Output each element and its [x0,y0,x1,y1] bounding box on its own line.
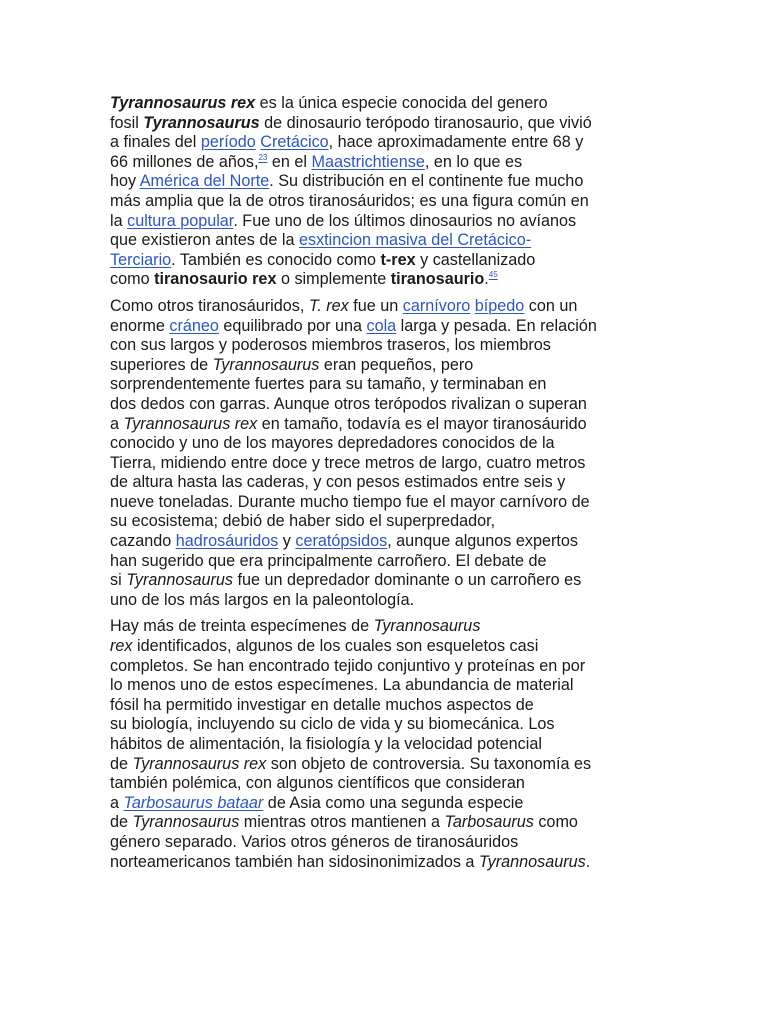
text-run: Tierra, midiendo entre doce y trece metros de largo, cuatro metros [110,453,586,472]
text-run: hábitos de alimentación, la fisiología y la velocidad potencial [110,735,542,753]
wiki-link[interactable]: Tarbosaurus bataar [123,793,264,812]
wiki-link[interactable]: período [200,133,256,152]
text-line [110,774,655,794]
text-line [110,473,655,493]
text-line [110,676,655,696]
paragraph-gap [110,610,655,617]
text-line [110,813,655,833]
text-run: su ecosistema; debió de haber sido el superpredador, [110,512,496,531]
text-run: como [110,270,155,289]
text-run: son objeto de controversia. Su taxonomía es [266,754,592,773]
text-line [110,617,655,637]
text-run: Hay más de treinta especímenes de [110,617,374,636]
text-line [110,512,655,532]
text-run: su biología, incluyendo su ciclo de vida y su biomecánica. Los [110,715,555,734]
text-run: dos dedos con garras. Aunque otros terópodos rivalizan o superan [110,394,587,413]
text-line [110,317,655,337]
text-line [110,172,655,192]
text-line [110,231,655,251]
text-run: de dinosaurio terópodo tiranosaurio, que vivió [259,113,592,132]
text-line [110,415,655,435]
text-run: Tyrannosaurus [373,617,481,636]
wiki-link[interactable]: ceratópsidos [295,532,388,551]
text-line [110,532,655,552]
text-run: a [110,414,124,433]
wiki-link[interactable]: cola [366,316,397,335]
text-run: enorme [110,316,170,335]
text-run: mientras otros mantienen a [239,813,445,832]
text-line [110,552,655,572]
text-run: T. rex [308,296,349,315]
text-run: Tarbosaurus [444,813,534,832]
text-run: Tyrannosaurus rex [132,754,267,773]
text-line [110,133,655,153]
text-run: y castellanizado [415,250,536,269]
text-run: fue un depredador dominante o un carroñero es [232,571,582,590]
text-run: t-rex [380,250,416,269]
text-line [110,356,655,376]
text-run: Tyrannosaurus [212,355,320,374]
text-line [110,192,655,212]
wiki-link[interactable]: Cretácico [260,133,329,152]
text-run: . También es conocido como [171,250,381,269]
document-body [110,94,655,872]
text-run: lo menos uno de estos especímenes. La abundancia de material [110,676,574,695]
wiki-link[interactable]: carnívoro [402,296,471,315]
text-line [110,114,655,134]
text-run: Como otros tiranosáuridos, [110,296,309,315]
text-run: en el [267,152,312,171]
text-run: , en lo que es [424,152,523,171]
text-run: Tyrannosaurus [478,852,586,871]
text-run: cazando [110,532,176,551]
text-run: también polémica, con algunos científicos que consideran [110,774,525,793]
text-run: género separado. Varios otros géneros de tiranosáuridos [110,832,519,851]
text-run: la [110,211,128,230]
text-run: equilibrado por una [218,316,367,335]
text-run: de Asia como una segunda especie [263,793,524,812]
text-run: fue un [348,296,403,315]
text-run: con un [524,296,578,315]
text-line [110,251,655,271]
text-run: o simplemente [276,270,391,289]
text-run: y [278,532,296,551]
wiki-link[interactable]: bípedo [474,296,525,315]
text-run: nueve toneladas. Durante mucho tiempo fue el mayor carnívoro de [110,492,590,511]
paragraph-gap [110,290,655,297]
text-run: como [533,813,578,832]
text-run: uno de los más largos en la paleontología. [110,590,415,609]
text-run: identificados, algunos de los cuales son esqueletos casi [132,637,539,656]
text-line [110,853,655,873]
paragraph-2 [110,297,655,611]
text-run: conocido y uno de los mayores depredadores conocidos de la [110,434,555,453]
text-line [110,297,655,317]
text-line [110,755,655,775]
reference-link[interactable]: 23 [258,152,268,162]
text-run: si [110,571,127,590]
text-run: de [110,754,133,773]
text-run: Tyrannosaurus [143,113,260,132]
text-line [110,336,655,356]
text-run: tiranosaurio [390,270,485,289]
wiki-link[interactable]: esxtincion masiva del Cretácico- [298,231,532,250]
text-line [110,375,655,395]
text-line [110,395,655,415]
text-line [110,794,655,814]
text-run: . [484,270,489,289]
text-run: con sus largos y poderosos miembros traseros, los miembros [110,336,551,355]
text-run: de altura hasta las caderas, y con pesos estimados entre seis y [110,473,566,492]
text-line [110,493,655,513]
text-run: Tyrannosaurus rex [110,94,256,112]
document-page [110,94,655,872]
text-run: superiores de [110,355,213,374]
text-line [110,657,655,677]
wiki-link[interactable]: cráneo [169,316,219,335]
text-run: , hace aproximadamente entre 68 y [328,133,584,152]
wiki-link[interactable]: América del Norte [139,172,270,191]
text-run: fosil [110,113,144,132]
text-run: . Su distribución en el continente fue mucho [269,172,584,191]
text-line [110,637,655,657]
reference-link[interactable]: 45 [488,270,498,280]
text-run: rex [110,637,133,656]
text-run: completos. Se han encontrado tejido conjuntivo y proteínas en por [110,656,586,675]
text-run: larga y pesada. En relación [396,316,597,335]
text-line [110,212,655,232]
paragraph-1 [110,94,655,290]
text-run: . Fue uno de los últimos dinosaurios no avíanos [233,211,577,230]
paragraph-3 [110,617,655,872]
text-run: sorprendentemente fuertes para su tamaño, y terminaban en [110,375,547,394]
text-line [110,454,655,474]
text-line [110,696,655,716]
text-line [110,833,655,853]
text-run: , aunque algunos expertos [387,532,578,551]
text-run: tiranosaurio rex [154,270,277,289]
text-line [110,715,655,735]
text-run: han sugerido que era principalmente carroñero. El debate de [110,551,547,570]
text-line [110,571,655,591]
text-run: norteamericanos también han sidosinonimizados a [110,852,479,871]
text-run: es la única especie conocida del genero [255,94,548,112]
text-run: Tyrannosaurus [126,571,233,590]
text-run: a [110,793,124,812]
text-run: más amplia que la de otros tiranosáuridos; es una figura común en [110,191,589,210]
text-line [110,94,655,114]
text-line [110,434,655,454]
text-run: . [585,852,591,871]
text-line [110,735,655,755]
text-run: de [110,813,133,832]
text-run: a finales del [110,133,201,152]
text-run: eran pequeños, pero [319,355,474,374]
wiki-link[interactable]: Maastrichtiense [311,152,425,171]
text-run: que existieron antes de la [110,231,299,250]
text-run: fósil ha permitido investigar en detalle muchos aspectos de [110,695,534,714]
text-run: Tyrannosaurus rex [123,414,258,433]
text-run: en tamaño, todavía es el mayor tiranosáurido [257,414,587,433]
text-run: Tyrannosaurus [132,813,240,832]
text-run: 66 millones de años, [110,152,259,171]
wiki-link[interactable]: cultura popular [127,211,234,230]
text-line [110,153,655,173]
text-line [110,591,655,611]
wiki-link[interactable]: hadrosáuridos [175,532,279,551]
text-run: hoy [110,172,140,191]
wiki-link[interactable]: Terciario [110,250,172,269]
text-line [110,270,655,290]
